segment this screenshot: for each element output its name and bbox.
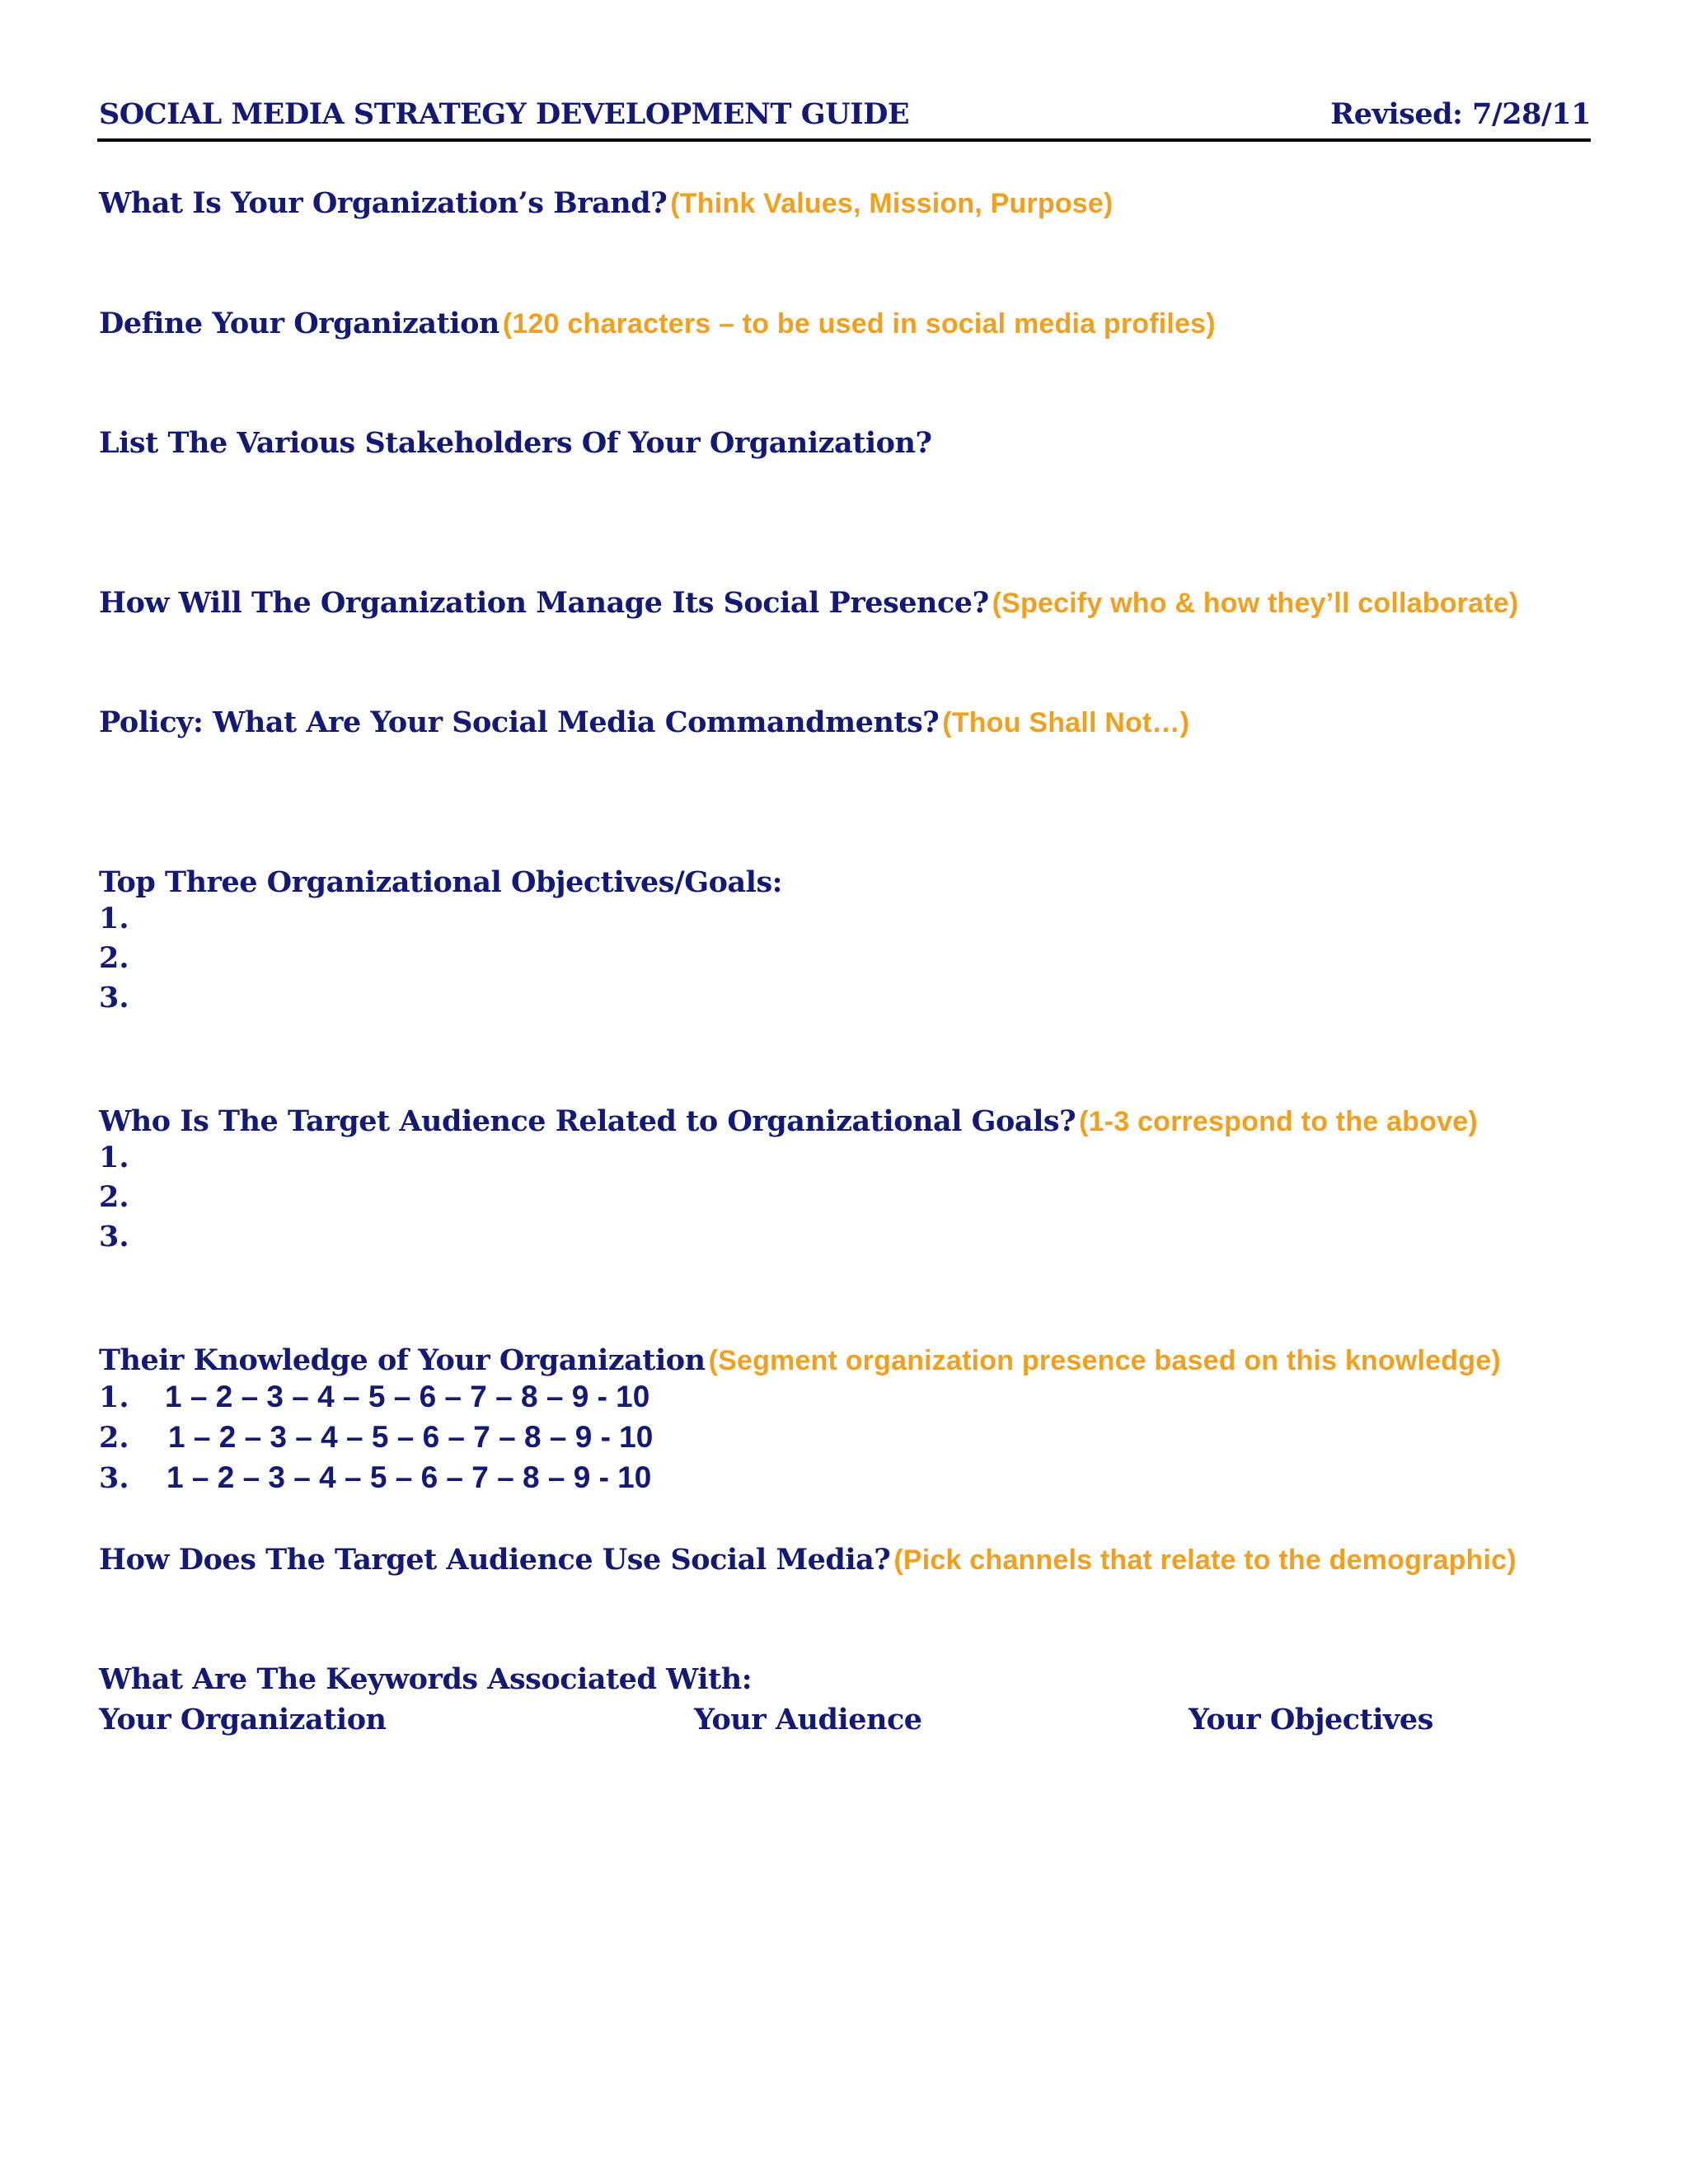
header-rule [97,138,1591,142]
list-item: 3. [99,1220,129,1254]
manage-hint: (Specify who & how they’ll collaborate) [992,588,1519,619]
keywords-column-objectives: Your Objectives [1189,1703,1433,1736]
brand-hint: (Think Values, Mission, Purpose) [670,188,1114,219]
usage-question: How Does The Target Audience Use Social Media? [99,1543,891,1577]
section-keywords [99,1662,752,1696]
define-hint: (120 characters – to be used in social media profiles) [502,308,1216,340]
policy-question: Policy: What Are Your Social Media Commandments? [99,705,940,739]
knowledge-row-number: 2. [99,1421,129,1455]
manage-question: How Will The Organization Manage Its Social Presence? [99,586,989,620]
audience-hint: (1-3 correspond to the above) [1079,1106,1478,1137]
knowledge-hint: (Segment organization presence based on this knowledge) [708,1345,1501,1376]
section-manage [99,586,1518,620]
define-question: Define Your Organization [99,307,499,340]
section-audience [99,1104,1478,1257]
stakeholders-question: List The Various Stakeholders Of Your Organization? [99,426,932,460]
usage-hint: (Pick channels that relate to the demographic) [893,1544,1517,1576]
knowledge-row [99,1418,1501,1458]
section-define [99,307,1216,340]
list-item: 1. [99,902,129,935]
brand-question: What Is Your Organization’s Brand? [99,186,668,220]
document-title: SOCIAL MEDIA STRATEGY DEVELOPMENT GUIDE [99,97,910,131]
list-item: 2. [99,1180,129,1214]
knowledge-scale: 1 – 2 – 3 – 4 – 5 – 6 – 7 – 8 – 9 - 10 [166,1460,652,1494]
knowledge-row-number: 3. [99,1461,129,1495]
policy-hint: (Thou Shall Not…) [942,707,1190,738]
keywords-question: What Are The Keywords Associated With: [99,1662,753,1696]
section-policy [99,705,1189,739]
knowledge-row-number: 1. [99,1380,129,1414]
list-item: 1. [99,1141,129,1174]
list-item: 3. [99,981,129,1015]
section-knowledge [99,1343,1501,1498]
keywords-column-organization: Your Organization [99,1703,387,1736]
audience-question: Who Is The Target Audience Related to Organizational Goals? [99,1104,1076,1138]
section-stakeholders [99,426,931,460]
knowledge-scale: 1 – 2 – 3 – 4 – 5 – 6 – 7 – 8 – 9 - 10 [168,1420,654,1454]
revision-date: Revised: 7/28/11 [1330,97,1591,131]
keywords-column-audience: Your Audience [694,1703,922,1736]
knowledge-row [99,1458,1501,1498]
objectives-question: Top Three Organizational Objectives/Goals: [99,865,783,899]
knowledge-scale: 1 – 2 – 3 – 4 – 5 – 6 – 7 – 8 – 9 - 10 [165,1380,650,1413]
knowledge-question: Their Knowledge of Your Organization [99,1343,706,1377]
section-usage [99,1543,1517,1577]
knowledge-row [99,1377,1501,1418]
section-objectives [99,865,782,1018]
list-item: 2. [99,941,129,975]
section-brand [99,186,1114,220]
